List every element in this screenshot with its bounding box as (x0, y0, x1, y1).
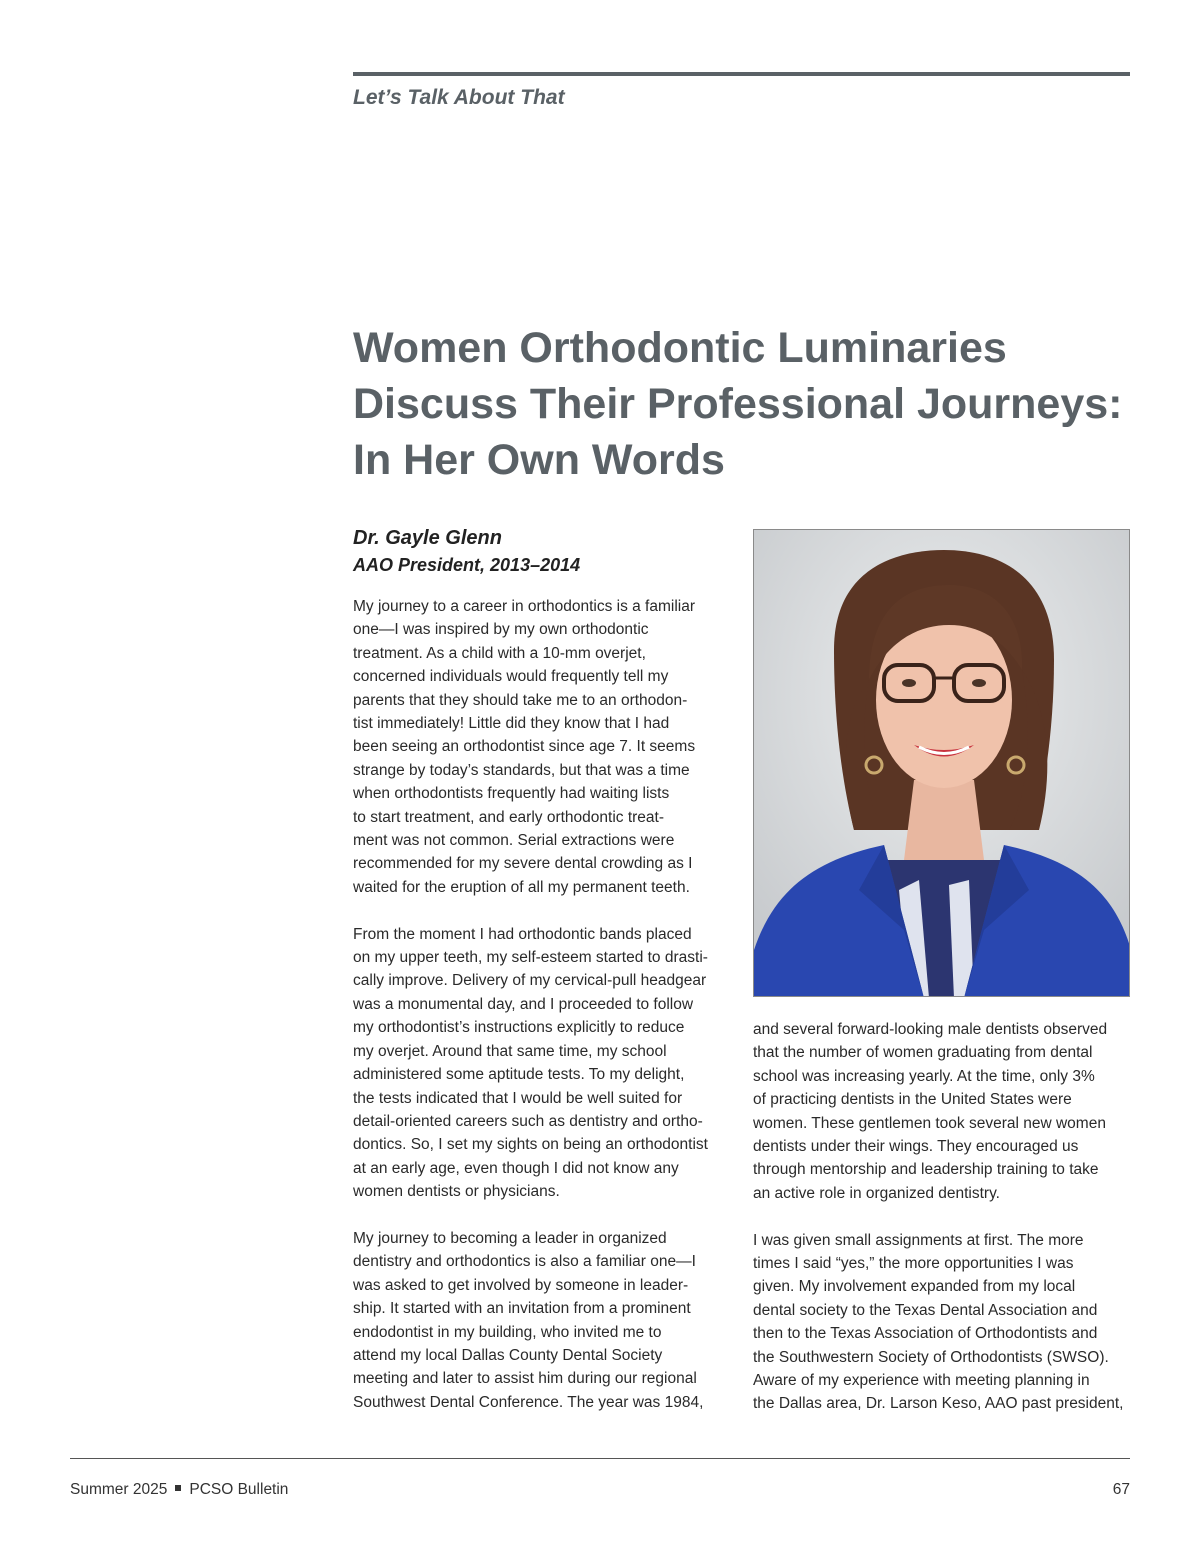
text-line: ship. It started with an invitation from a prominent (353, 1300, 691, 1318)
text-line: to start treatment, and early orthodontic treat- (353, 808, 665, 826)
text-line: meeting and later to assist him during our regional (353, 1370, 697, 1388)
text-line: tist immediately! Little did they know that I had (353, 715, 670, 733)
text-line: waited for the eruption of all my permanent teeth. (353, 878, 690, 896)
left-column (353, 595, 731, 1438)
text-line: attend my local Dallas County Dental Society (353, 1346, 663, 1364)
footer-publication: PCSO Bulletin (189, 1481, 289, 1498)
text-line: dentists under their wings. They encouraged us (753, 1138, 1079, 1156)
paragraph (353, 923, 731, 1204)
text-line: dental society to the Texas Dental Association and (753, 1301, 1098, 1319)
footer-issue: Summer 2025 (70, 1481, 168, 1498)
author-name: Dr. Gayle Glenn (353, 527, 502, 549)
paragraph (353, 595, 731, 899)
section-label: Let’s Talk About That (353, 86, 565, 109)
text-line: my orthodontist’s instructions explicitly to reduce (353, 1019, 685, 1037)
headline-line: Discuss Their Professional Journeys: (353, 380, 1123, 428)
text-line: I was given small assignments at first. The more (753, 1231, 1084, 1249)
text-line: on my upper teeth, my self-esteem started to drasti- (353, 949, 708, 967)
text-line: strange by today’s standards, but that was a time (353, 761, 690, 779)
text-line: the Dallas area, Dr. Larson Keso, AAO past president, (753, 1395, 1124, 1413)
text-line: Southwest Dental Conference. The year was 1984, (353, 1393, 704, 1411)
text-line: at an early age, even though I did not know any (353, 1159, 679, 1177)
text-line: My journey to a career in orthodontics is a familiar (353, 598, 696, 615)
text-line: of practicing dentists in the United States were (753, 1091, 1072, 1109)
text-line: an active role in organized dentistry. (753, 1184, 1000, 1202)
headline-line: In Her Own Words (353, 436, 725, 484)
text-line: treatment. As a child with a 10-mm overjet, (353, 644, 646, 662)
text-line: been seeing an orthodontist since age 7. It seems (353, 738, 696, 756)
text-line: women dentists or physicians. (353, 1183, 560, 1201)
text-line: administered some aptitude tests. To my delight, (353, 1066, 685, 1084)
text-line: the Southwestern Society of Orthodontists (SWSO). (753, 1348, 1109, 1366)
text-line: dentistry and orthodontics is also a familiar one—I (353, 1253, 696, 1271)
author-title: AAO President, 2013–2014 (353, 555, 581, 575)
text-line: detail-oriented careers such as dentistry and ortho- (353, 1112, 703, 1130)
text-line: my overjet. Around that same time, my school (353, 1042, 667, 1060)
text-line: was a monumental day, and I proceeded to follow (353, 995, 694, 1013)
page-number: 67 (1112, 1481, 1130, 1498)
text-line: endodontist in my building, who invited me to (353, 1323, 662, 1341)
text-line: recommended for my severe dental crowding as I (353, 855, 693, 873)
headline-line: Women Orthodontic Luminaries (353, 324, 1007, 372)
top-rule (353, 72, 1130, 76)
text-line: given. My involvement expanded from my local (753, 1278, 1076, 1296)
text-line: concerned individuals would frequently tell my (353, 668, 669, 686)
paragraph (753, 1018, 1133, 1205)
text-line: cally improve. Delivery of my cervical-pull headgear (353, 972, 707, 990)
text-line: the tests indicated that I would be well suited for (353, 1089, 683, 1107)
footer-publication-info (70, 1481, 288, 1499)
right-column (753, 1018, 1133, 1439)
text-line: times I said “yes,” the more opportunities I was (753, 1255, 1074, 1273)
footer-rule (70, 1458, 1130, 1459)
author-portrait-photo (753, 529, 1130, 997)
text-line: From the moment I had orthodontic bands placed (353, 925, 692, 943)
text-line: one—I was inspired by my own orthodontic (353, 621, 649, 639)
text-line: dontics. So, I set my sights on being an orthodontist (353, 1136, 708, 1154)
paragraph (353, 1227, 731, 1414)
article-headline (353, 320, 1133, 488)
paragraph (753, 1229, 1133, 1416)
text-line: women. These gentlemen took several new women (753, 1114, 1106, 1132)
bullet-separator-icon (175, 1485, 181, 1491)
portrait-illustration (754, 530, 1130, 997)
text-line: ment was not common. Serial extractions were (353, 832, 675, 850)
text-line: that the number of women graduating from dental (753, 1044, 1093, 1062)
text-line: My journey to becoming a leader in organized (353, 1229, 667, 1247)
text-line: when orthodontists frequently had waiting lists (353, 785, 670, 803)
text-line: and several forward-looking male dentists observed (753, 1021, 1108, 1038)
text-line: Aware of my experience with meeting planning in (753, 1372, 1090, 1390)
text-line: parents that they should take me to an orthodon- (353, 691, 688, 709)
text-line: was asked to get involved by someone in leader- (353, 1276, 689, 1294)
text-line: then to the Texas Association of Orthodontists and (753, 1325, 1098, 1343)
text-line: through mentorship and leadership training to take (753, 1161, 1099, 1179)
text-line: school was increasing yearly. At the time, only 3% (753, 1067, 1095, 1085)
